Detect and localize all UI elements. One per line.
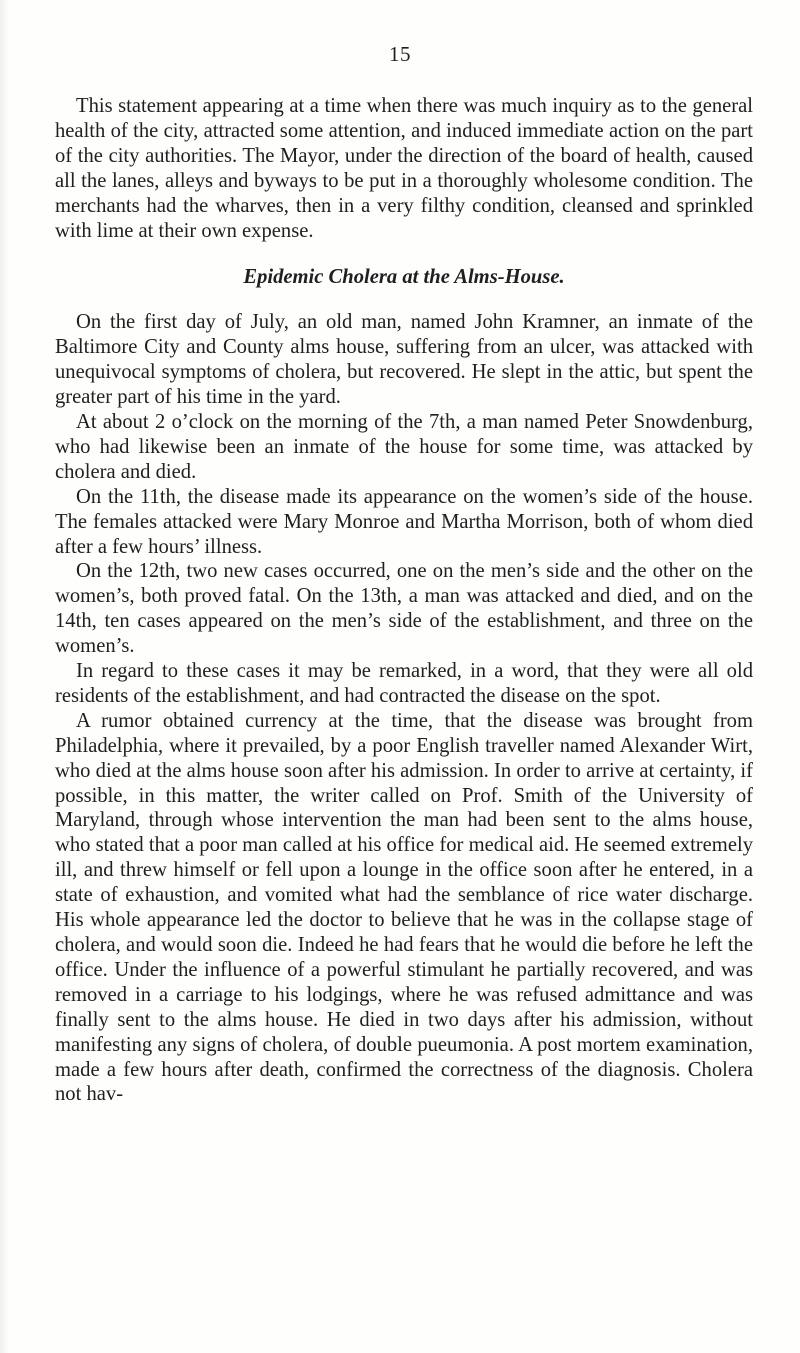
paragraph-new-cases: On the 12th, two new cases occurred, one on the men’s side and the other on the women’s, both proved fatal. On the 13th, a man was attacked and died, and on the 14th, ten cases appeared on the men’s side of the establishment, and three on the women’s.: [55, 560, 753, 658]
paragraph-rumor: A rumor obtained currency at the time, that the disease was brought from Philadelphia, where it prevailed, by a poor English traveller named Alexander Wirt, who died at the alms house soon after his admission. In order to arrive at certainty, if possible, in this matter, the writer called on Prof. Smith of the University of Maryland, through whose intervention the man had been sent to the alms house, who stated that a poor man called at his office for medical aid. He seemed extremely ill, and threw himself or fell upon a lounge in the office soon after he entered, in a state of exhaustion, and vomited what had the semblance of rice water discharge. His whole appearance led the doctor to believe that he was in the collapse stage of cholera, and would soon die. Indeed he had fears that he would die before he left the office. Under the influence of a powerful stimulant he partially recovered, and was removed in a carriage to his lodgings, where he was refused admittance and was finally sent to the alms house. He died in two days after his admission, without manifesting any signs of cholera, of double pueumonia. A post mortem examination, made a few hours after death, confirmed the correctness of the diagnosis. Cholera not hav-: [55, 709, 753, 1106]
page-edge-shadow: [0, 0, 9, 1353]
section-heading: Epidemic Cholera at the Alms-House.: [243, 266, 565, 289]
paragraph-snowdenburg: At about 2 o’clock on the morning of the 7th, a man named Peter Snowdenburg, who had likewise been an inmate of the house for some time, was attacked by cholera and died.: [55, 410, 753, 483]
paragraph-kramner: On the first day of July, an old man, named John Kramner, an inmate of the Baltimore City and County alms house, suffering from an ulcer, was attacked with unequivocal symptoms of cholera, but recovered. He slept in the attic, but spent the greater part of his time in the yard.: [55, 311, 753, 409]
paragraph-residents: In regard to these cases it may be remarked, in a word, that they were all old residents of the establishment, and had contracted the disease on the spot.: [55, 660, 753, 707]
document-body: [55, 94, 753, 1107]
paragraph-womens-side: On the 11th, the disease made its appearance on the women’s side of the house. The females attacked were Mary Monroe and Martha Morrison, both of whom died after a few hours’ illness.: [55, 485, 753, 558]
page-number: 15: [389, 42, 411, 66]
intro-paragraph: This statement appearing at a time when there was much inquiry as to the general health of the city, attracted some attention, and induced immediate action on the part of the city authorities. The Mayor, under the direction of the board of health, caused all the lanes, alleys and byways to be put in a thoroughly wholesome condition. The merchants had the wharves, then in a very filthy condition, cleansed and sprinkled with lime at their own expense.: [55, 95, 753, 242]
